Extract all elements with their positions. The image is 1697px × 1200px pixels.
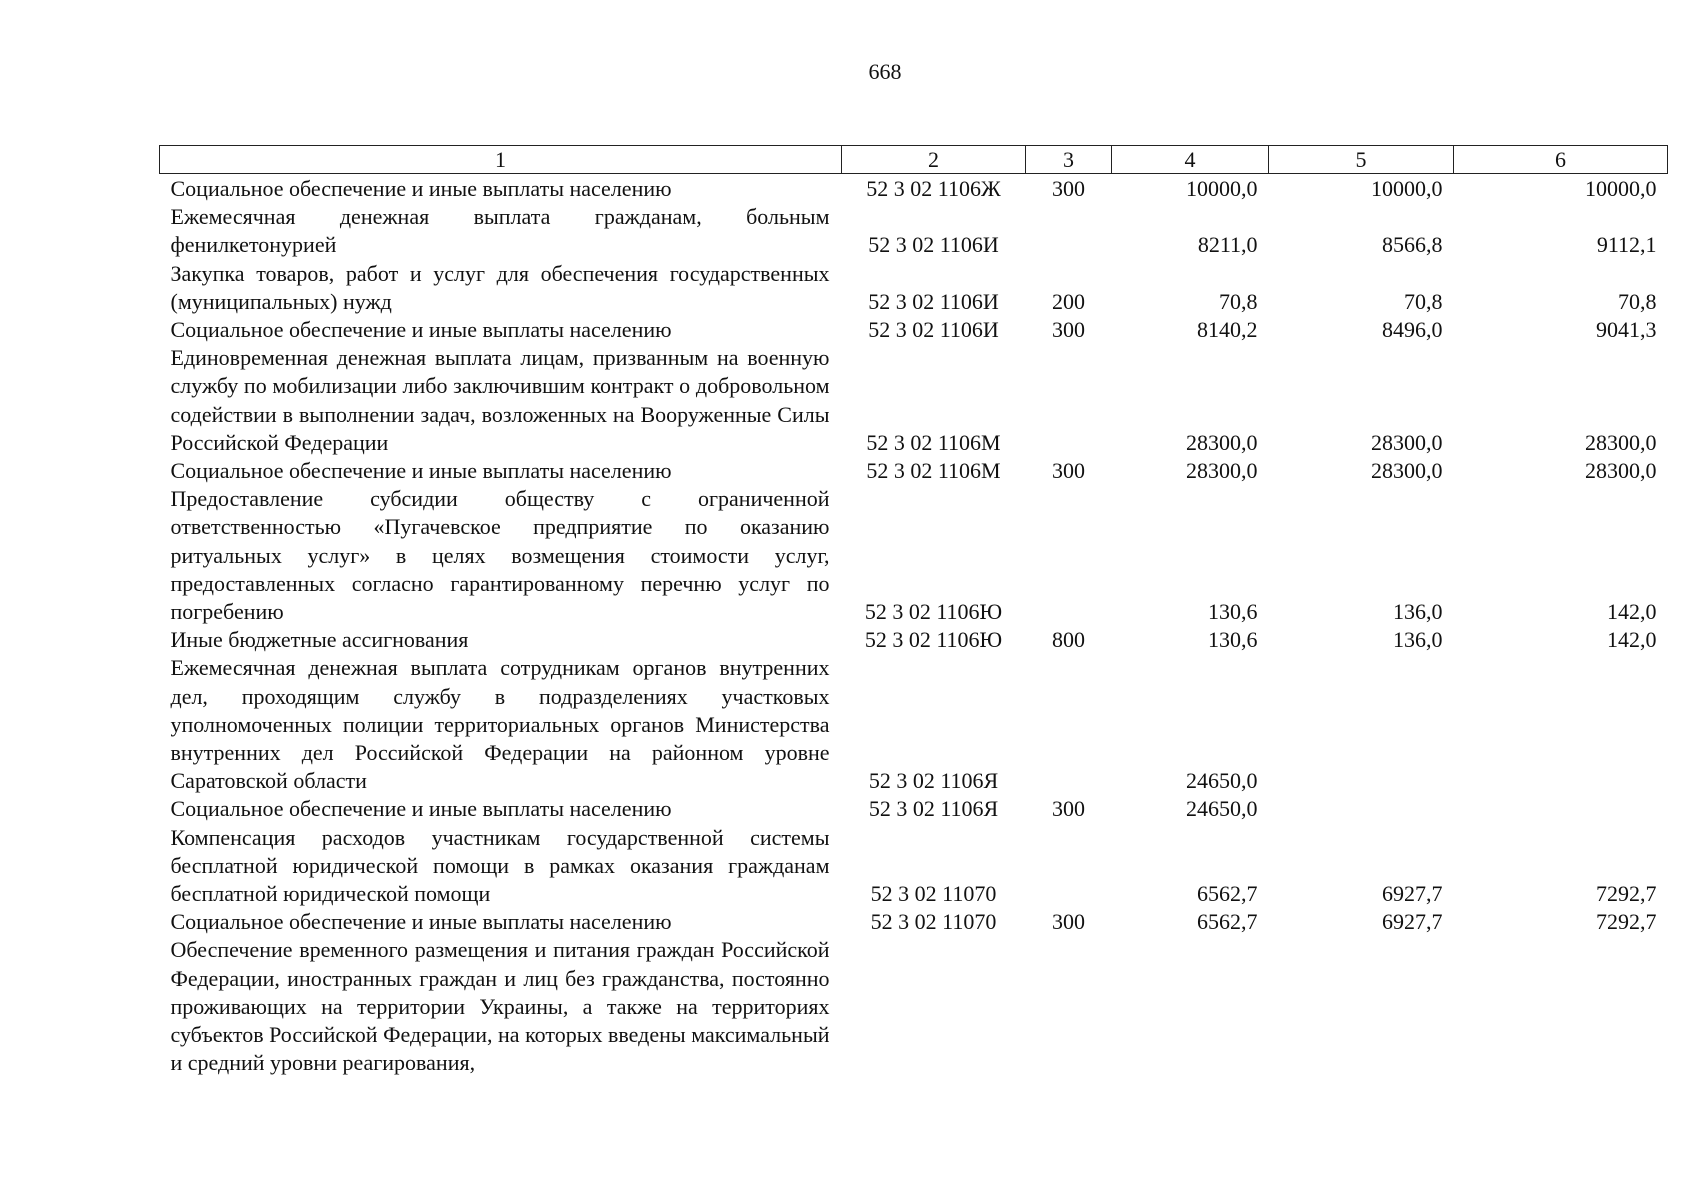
row-value-col4 [1112,936,1269,1077]
row-value-col5: 28300,0 [1371,429,1443,455]
row-value-col6: 28300,0 [1585,429,1657,455]
row-value-col4: 24650,0 [1186,768,1258,794]
row-value-col5: 70,8 [1404,288,1443,314]
row-code: 52 3 02 1106М [866,458,1001,484]
table-row [160,908,1668,936]
header-col-2: 2 [842,146,1026,174]
row-value-col6: 9041,3 [1596,317,1657,343]
header-col-4: 4 [1112,146,1269,174]
row-value-col6: 142,0 [1607,599,1657,625]
row-code: 52 3 02 1106Ю [864,599,1003,625]
row-value-col6: 142,0 [1607,627,1657,653]
row-value-col6: 7292,7 [1596,909,1657,935]
row-name: Иные бюджетные ассигнования [170,627,469,653]
row-value-col5: 6927,7 [1382,881,1443,907]
row-value-col4: 8140,2 [1197,317,1258,343]
table-row [160,626,1668,654]
row-value-col4: 130,6 [1208,599,1258,625]
row-expense-type [1026,485,1112,626]
row-name: Социальное обеспечение и иные выплаты населению [170,458,672,484]
row-value-col4: 28300,0 [1186,458,1258,484]
row-value-col4: 130,6 [1208,627,1258,653]
table-body [160,174,1668,1078]
table-row [160,316,1668,344]
row-code: 52 3 02 1106И [868,288,999,314]
row-name: Предоставление субсидии обществу с ограниченной ответственностью «Пугачевское предприятие по оказанию ритуальных услуг» в целях возмещения стоимости услуг, предоставленных согласно гарантированному перечню услуг по погребению [170,486,830,625]
row-name: Социальное обеспечение и иные выплаты населению [170,317,672,343]
table-row [160,174,1668,204]
row-value-col6 [1454,936,1668,1077]
row-value-col6: 7292,7 [1596,881,1657,907]
row-name: Единовременная денежная выплата лицам, призванным на военную службу по мобилизации либо заключившим контракт о добровольном содействии в выполнении задач, возложенных на Вооруженные Силы Российской Федерации [170,345,830,455]
row-value-col4: 10000,0 [1186,176,1258,201]
row-value-col4: 28300,0 [1186,429,1258,455]
table-row [160,203,1668,259]
row-expense-type [1026,654,1112,795]
header-col-5: 5 [1269,146,1454,174]
row-value-col4: 70,8 [1219,288,1258,314]
table-row [160,457,1668,485]
row-code: 52 3 02 11070 [870,909,997,935]
row-value-col4: 6562,7 [1197,909,1258,935]
row-name: Социальное обеспечение и иные выплаты населению [170,176,672,201]
row-value-col4: 8211,0 [1197,232,1258,258]
row-name: Социальное обеспечение и иные выплаты населению [170,909,672,935]
row-expense-type: 300 [1052,176,1085,201]
row-code: 52 3 02 1106И [868,232,999,258]
header-row [160,146,1668,174]
row-value-col6: 9112,1 [1596,232,1657,258]
row-code: 52 3 02 1106Я [868,768,999,794]
row-value-col6 [1454,654,1668,795]
row-expense-type: 300 [1052,317,1085,343]
row-code: 52 3 02 1106Ж [866,176,1001,201]
row-expense-type: 300 [1052,458,1085,484]
row-code: 52 3 02 11070 [870,881,997,907]
row-code [842,936,1026,1077]
table-row [160,260,1668,316]
header-col-6: 6 [1454,146,1668,174]
table-row [160,344,1668,457]
row-value-col6: 10000,0 [1585,176,1657,201]
table-row [160,795,1668,823]
row-value-col5 [1269,795,1454,823]
row-code: 52 3 02 1106М [866,429,1001,455]
page-number: 668 [868,59,902,84]
table-row [160,824,1668,909]
row-value-col5: 136,0 [1393,599,1443,625]
row-name: Социальное обеспечение и иные выплаты населению [170,796,672,822]
row-value-col5: 10000,0 [1371,176,1443,201]
row-code: 52 3 02 1106Ю [864,627,1003,653]
row-value-col5: 136,0 [1393,627,1443,653]
table-row [160,654,1668,795]
row-value-col6: 70,8 [1618,288,1657,314]
row-expense-type: 800 [1052,627,1085,653]
row-value-col4: 6562,7 [1197,881,1258,907]
row-expense-type [1026,203,1112,259]
row-expense-type [1026,344,1112,457]
row-expense-type: 300 [1052,909,1085,935]
row-name: Закупка товаров, работ и услуг для обеспечения государственных (муниципальных) нужд [170,260,830,314]
row-value-col5 [1269,654,1454,795]
row-expense-type: 200 [1052,288,1085,314]
table-row [160,485,1668,626]
row-name: Обеспечение временного размещения и питания граждан Российской Федерации, иностранных граждан и лиц без гражданства, постоянно проживающих на территории Украины, а также на территориях субъектов Российской Федерации, на которых введены максимальный и средний уровни реагирования, [170,937,830,1076]
row-name: Ежемесячная денежная выплата гражданам, больным фенилкетонурией [170,204,830,258]
row-name: Компенсация расходов участникам государственной системы бесплатной юридической помощи в рамках оказания гражданам бесплатной юридической помощи [170,824,830,907]
row-value-col5: 6927,7 [1382,909,1443,935]
row-value-col6 [1454,795,1668,823]
row-value-col5: 8566,8 [1382,232,1443,258]
row-value-col6: 28300,0 [1585,458,1657,484]
row-value-col5: 8496,0 [1382,317,1443,343]
header-col-3: 3 [1026,146,1112,174]
header-col-1: 1 [160,146,842,174]
row-expense-type [1026,824,1112,909]
table-row [160,936,1668,1077]
table-header [160,146,1668,174]
row-code: 52 3 02 1106Я [868,796,999,822]
row-value-col5 [1269,936,1454,1077]
row-value-col4: 24650,0 [1186,796,1258,822]
row-expense-type [1026,936,1112,1077]
row-code: 52 3 02 1106И [868,317,999,343]
row-expense-type: 300 [1052,796,1085,822]
row-value-col5: 28300,0 [1371,458,1443,484]
budget-table [159,145,1668,1078]
row-name: Ежемесячная денежная выплата сотрудникам органов внутренних дел, проходящим службу в подразделениях участковых уполномоченных полиции территориальных органов Министерства внутренних дел Российской Федерации на районном уровне Саратовской области [170,655,830,794]
